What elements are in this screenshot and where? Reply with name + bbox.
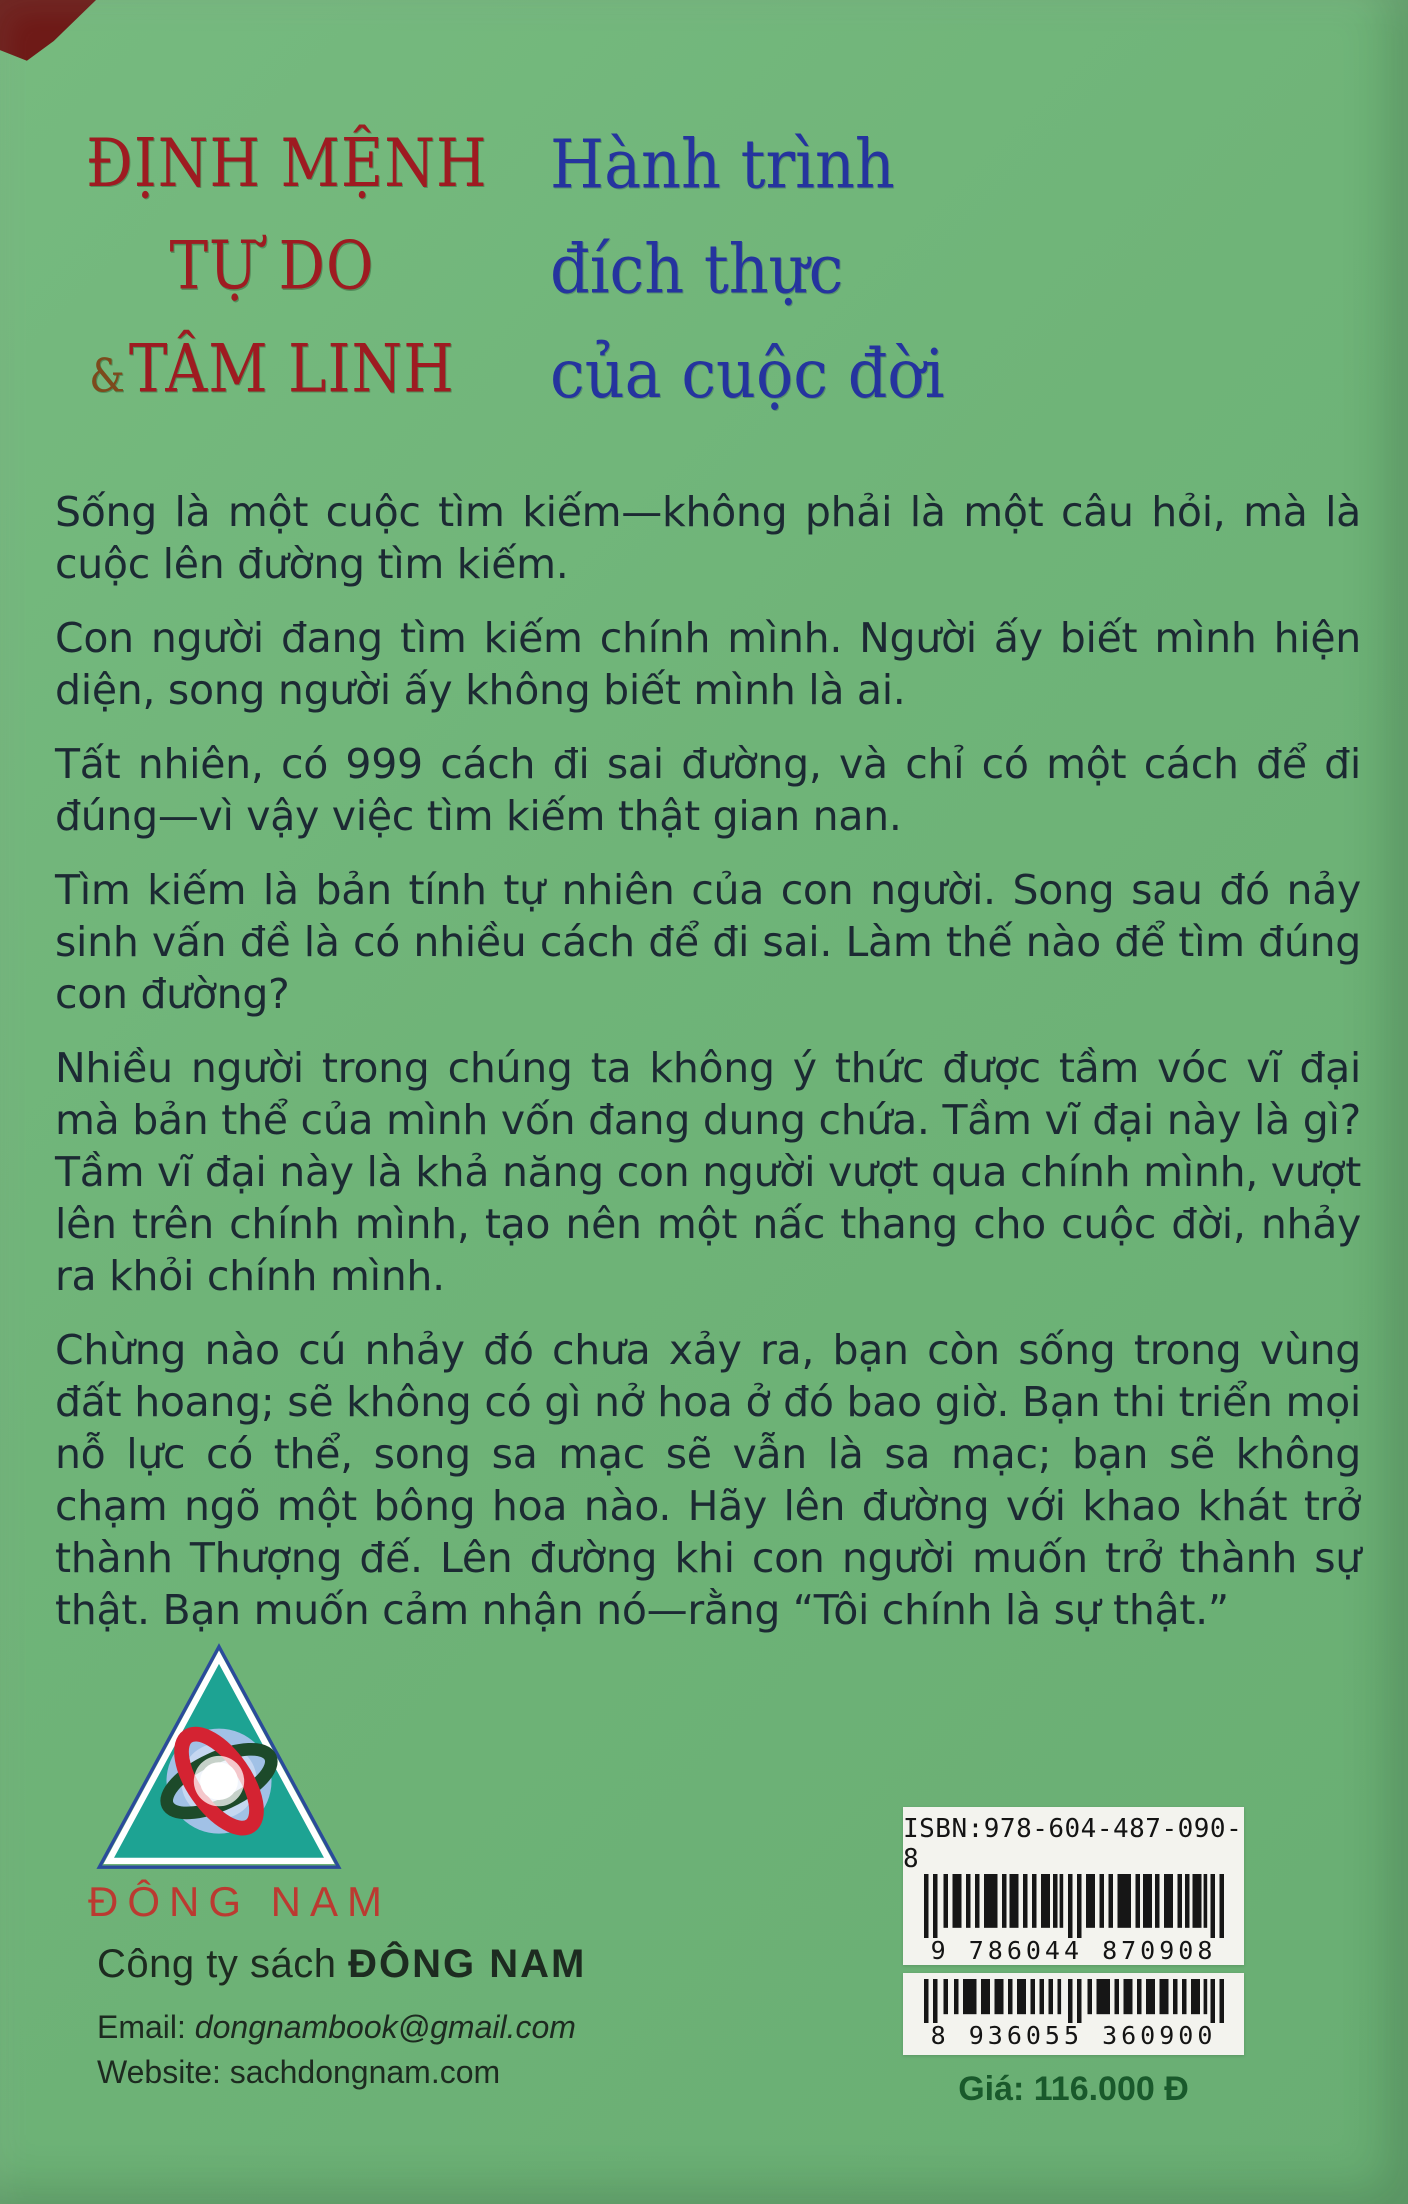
price-text: Giá: 116.000 Đ [958, 2070, 1189, 2108]
website-label: Website: [97, 2054, 221, 2090]
website-value: sachdongnam.com [229, 2054, 501, 2090]
blurb-paragraph: Chừng nào cú nhảy đó chưa xảy ra, bạn còn sống trong vùng đất hoang; sẽ không có gì nở hoa ở đó bao giờ. Bạn thi triển mọi nỗ lực có thể, song sa mạc sẽ vẫn là sa mạc; bạn sẽ không chạm ngõ một bông hoa nào. Hãy lên đường với khao khát trở thành Thượng đế. Lên đường khi con người muốn trở thành sự thật. Bạn muốn cảm nhận nó—rằng “Tôi chính là sự thật.” [55, 1326, 1361, 1634]
blurb-paragraph: Tìm kiếm là bản tính tự nhiên của con người. Song sau đó nảy sinh vấn đề là có nhiều cách để đi sai. Làm thế nào để tìm đúng con đường? [55, 866, 1361, 1018]
website-line [97, 2054, 586, 2091]
email-value: dongnambook@gmail.com [194, 2009, 576, 2045]
product-barcode-icon [924, 1979, 1224, 2023]
book-title-line-3: &TÂM LINH [89, 329, 455, 408]
blurb-paragraph: Nhiều người trong chúng ta không ý thức được tầm vóc vĩ đại mà bản thể của mình vốn đang dung chứa. Tầm vĩ đại này là gì? Tầm vĩ đại này là khả năng con người vượt qua chính mình, vượt lên trên chính mình, tạo nên một nấc thang cho cuộc đời, nhảy ra khỏi chính mình. [55, 1044, 1361, 1300]
photo-corner-artifact [0, 0, 96, 76]
book-title-line-1: ĐỊNH MỆNH [86, 124, 488, 203]
product-barcode-label [903, 1973, 1244, 2055]
email-label: Email: [97, 2009, 186, 2045]
isbn-number: ISBN:978-604-487-090-8 [903, 1814, 1243, 1874]
isbn-label [903, 1807, 1244, 1965]
isbn-barcode-icon [924, 1874, 1224, 1938]
isbn-barcode-digits: 9 786044 870908 [930, 1936, 1217, 1965]
blurb-paragraph: Tất nhiên, có 999 cách đi sai đường, và chỉ có một cách để đi đúng—vì vậy việc tìm kiếm thật gian nan. [55, 740, 1361, 840]
subtitle-line-2: đích thực [550, 229, 844, 309]
blurb-paragraph: Sống là một cuộc tìm kiếm—không phải là một câu hỏi, mà là cuộc lên đường tìm kiếm. [55, 488, 1361, 588]
book-subtitle [550, 112, 945, 426]
company-name: ĐÔNG NAM [348, 1942, 587, 1986]
blurb-text [55, 486, 1361, 1658]
product-barcode-digits: 8 936055 360900 [930, 2021, 1217, 2050]
blurb-paragraph: Con người đang tìm kiếm chính mình. Người ấy biết mình hiện diện, song người ấy không biết mình là ai. [55, 614, 1361, 714]
book-title [86, 112, 488, 428]
email-line [97, 2009, 586, 2046]
company-prefix: Công ty sách [97, 1942, 337, 1986]
company-line [97, 1942, 586, 1987]
book-title-line-2: TỰ DO [169, 227, 375, 305]
dong-nam-logo-icon [93, 1642, 345, 1874]
subtitle-line-3: của cuộc đời [550, 334, 945, 414]
publisher-brand-name: ĐÔNG NAM [88, 1878, 391, 1925]
publisher-info [97, 1942, 586, 2091]
title-block [86, 112, 945, 414]
publisher-logo-block [88, 1642, 391, 1926]
subtitle-line-1: Hành trình [550, 124, 895, 204]
ampersand: & [89, 350, 125, 403]
